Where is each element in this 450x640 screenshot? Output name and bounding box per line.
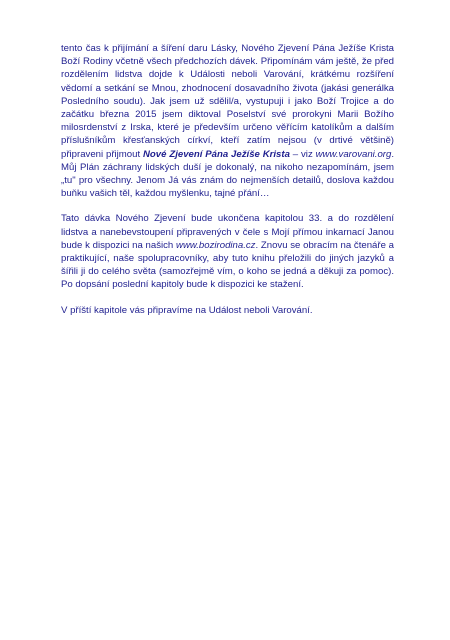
paragraph-3: V příští kapitole vás připravíme na Událost neboli Varování. xyxy=(61,304,313,316)
paragraph-2-text-2: . Znovu se obracím na čtenáře a praktikující, naše spolupracovníky, aby tuto knihu přeložili do jiných jazyků a šířili ji do celého světa (samozřejmě vím, o koho se jedná a děkuji za pomoc). Po dopsání poslední kapitoly bude k dispozici ke stažení. xyxy=(61,239,394,291)
book-title: Nové Zjevení Pána Ježíše Krista xyxy=(143,148,290,160)
paragraph-2-text: Tato dávka Nového Zjevení bude ukončena kapitolou 33. a do rozdělení lidstva a nanebevstoupení připravených v čele s Mojí přímou inkarnací Janou bude k dispozici na našich xyxy=(61,213,394,251)
paragraph-1-text-3: . Můj Plán záchrany lidských duší je dokonalý, na nikoho nezapomínám, jsem „tu" pro všechny. Jenom Já vás znám do nejmenších detailů, doslova každou buňku vašich těl, každou myšlenku, tajné přání… xyxy=(61,148,394,200)
paragraph-1 xyxy=(61,42,394,200)
paragraph-1-text-2: – viz xyxy=(289,148,316,160)
paragraph-2 xyxy=(61,212,394,291)
website-bozirodina: www.bozirodina.cz xyxy=(176,239,256,251)
website-varovani: www.varovani.org xyxy=(315,148,392,160)
paragraph-1-text: tento čas k přijímání a šíření daru Lásky, Nového Zjevení Pána Ježíše Krista Boží Rodiny včetně všech předchozích dávek. Připomínám vám ještě, že před rozdělením lidstva dojde k Události neboli Varování, krátkému rozšíření vědomí a setkání se Mnou, zhodnocení dosavadního života (jakási generálka Posledního soudu). Jak jsem už sdělil/a, vystupuji i jako Boží Trojice a do začátku března 2015 jsem diktoval Poselství své prorokyni Marii Božího milosrdenství z Irska, které je především určeno věřícím katolíkům a dalším příslušníkům křesťanských církví, kteří zatím nejsou (v drtivé většině) připraveni přijmout xyxy=(61,43,394,160)
document-body xyxy=(61,42,394,329)
